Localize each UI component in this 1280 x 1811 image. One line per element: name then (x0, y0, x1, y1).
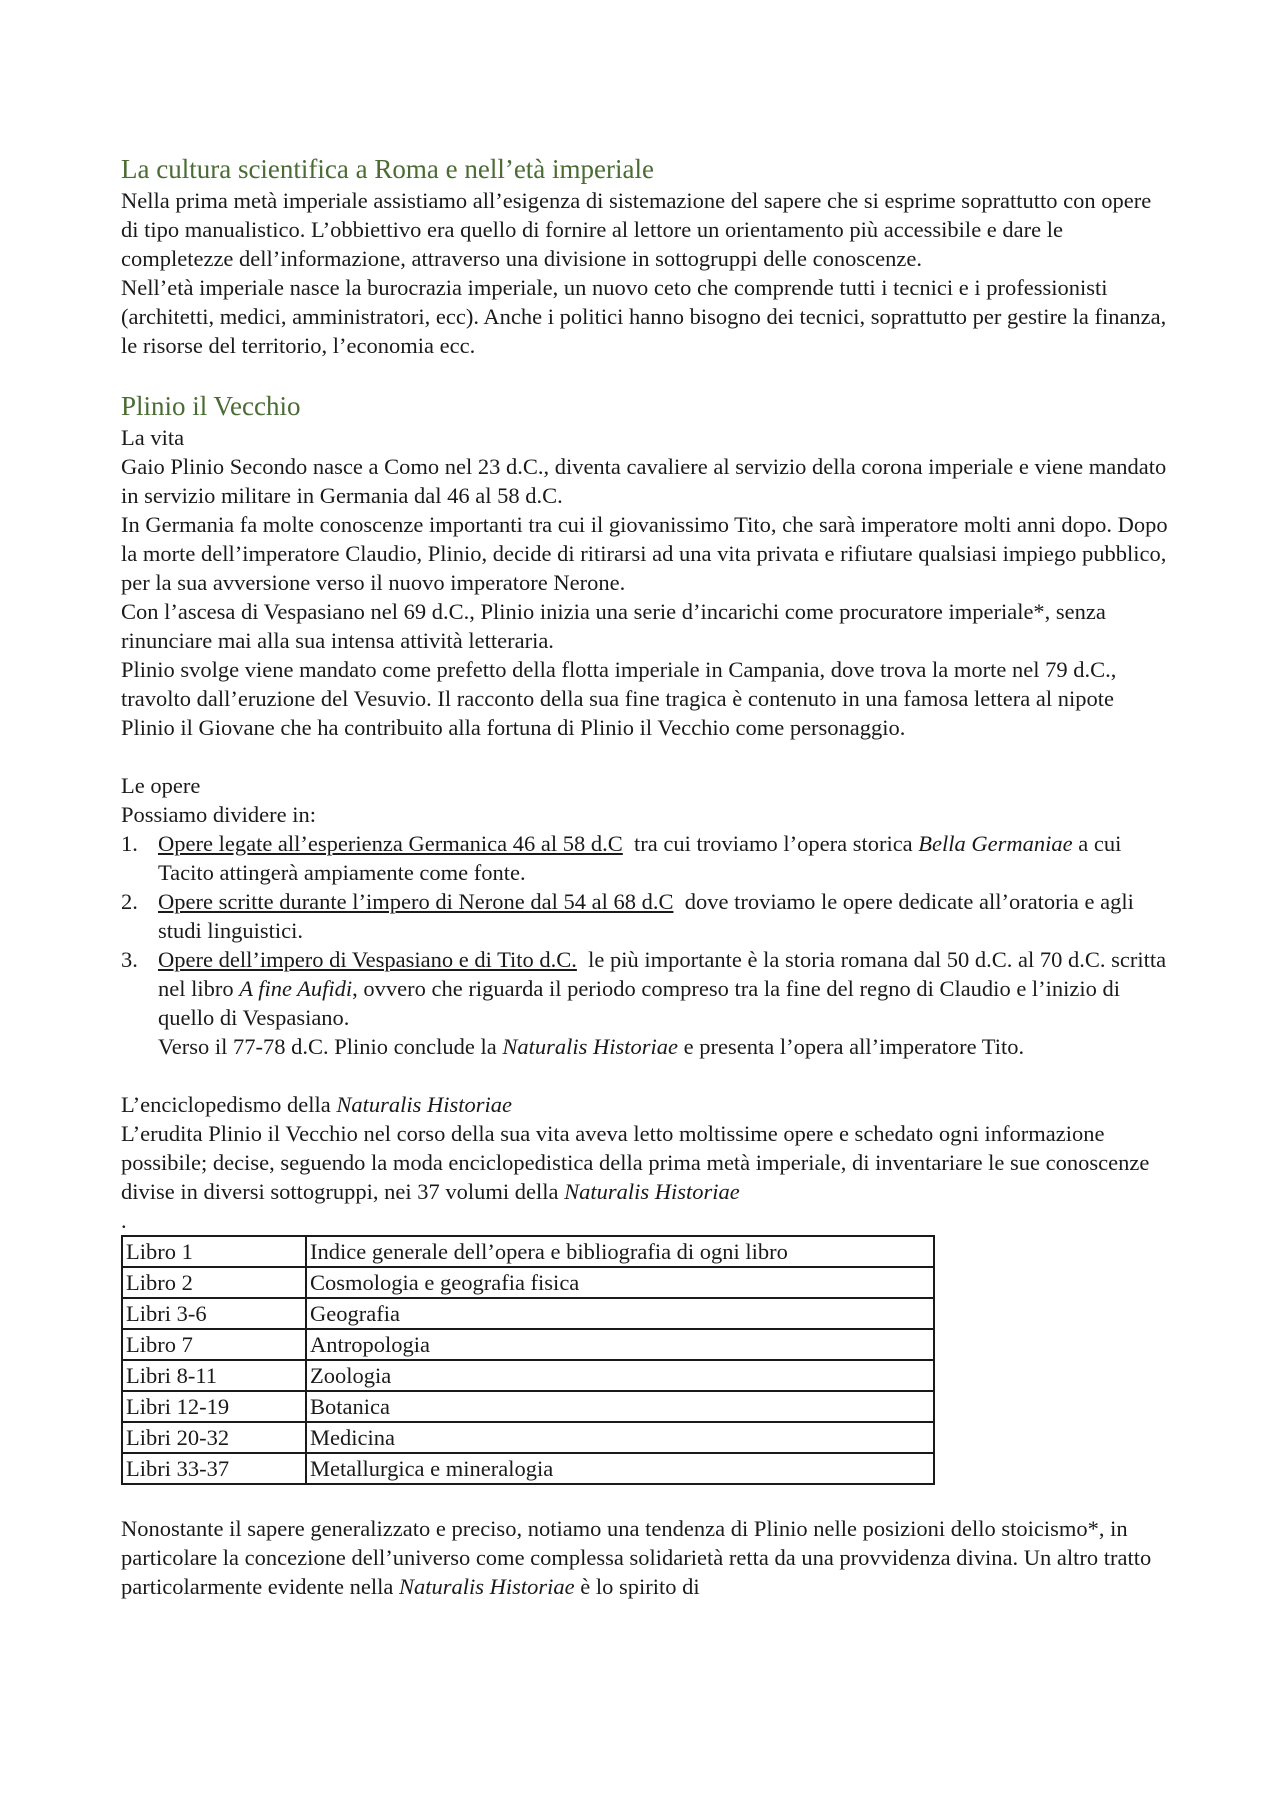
table-row (122, 1391, 934, 1422)
table-row (122, 1236, 934, 1267)
paragraph-italic: Naturalis Historiae (564, 1179, 740, 1204)
table-cell-argomento: Geografia (306, 1298, 934, 1329)
table-cell-argomento: Indice generale dell’opera e bibliografia di ogni libro (306, 1236, 934, 1267)
table-cell-libro: Libri 8-11 (122, 1360, 306, 1391)
list-item-text: , ovvero che riguarda il periodo compreso tra la fine del regno di Claudio e l’inizio di quello di Vespasiano. (158, 976, 1121, 1030)
subheading-vita: La vita (121, 425, 185, 450)
opere-list (121, 829, 1171, 1061)
spacer (121, 742, 1171, 771)
paragraph: Gaio Plinio Secondo nasce a Como nel 23 d.C., diventa cavaliere al servizio della corona imperiale e viene mandato in servizio militare in Germania dal 46 al 58 d.C. (121, 454, 1167, 508)
subheading-opere: Le opere (121, 773, 201, 798)
table-cell-argomento: Botanica (306, 1391, 934, 1422)
paragraph: Con l’ascesa di Vespasiano nel 69 d.C., Plinio inizia una serie d’incarichi come procuratore imperiale*, senza rinunciare mai alla sua intensa attività letteraria. (121, 599, 1106, 653)
list-item (121, 887, 1171, 945)
paragraph-text: Nonostante il sapere generalizzato e preciso, notiamo una tendenza di Plinio nelle posizioni dello stoicismo*, in particolare la concezione dell’universo come complessa solidarietà retta da una provvidenza divina. Un altro tratto particolarmente evidente nella (121, 1516, 1152, 1599)
table-cell-libro: Libro 2 (122, 1267, 306, 1298)
table-cell-argomento: Metallurgica e mineralogia (306, 1453, 934, 1484)
table-cell-argomento: Antropologia (306, 1329, 934, 1360)
paragraph (121, 1119, 1171, 1235)
table-cell-argomento: Cosmologia e geografia fisica (306, 1267, 934, 1298)
paragraph-italic: Naturalis Historiae (399, 1574, 575, 1599)
list-number: 1. (121, 831, 138, 856)
table-row (122, 1422, 934, 1453)
table-cell-argomento: Medicina (306, 1422, 934, 1453)
spacer (121, 360, 1171, 389)
spacer (121, 1485, 1171, 1514)
paragraph-text: L’erudita Plinio il Vecchio nel corso della sua vita aveva letto moltissime opere e schedato ogni informazione possibile; decise, seguendo la moda enciclopedistica della prima metà imperiale, di inventariare le sue conoscenze divise in diversi sottogruppi, nei 37 volumi della (121, 1121, 1150, 1204)
list-item-text: a cui Tacito attingerà ampiamente come fonte. (158, 831, 1122, 885)
list-item (121, 945, 1171, 1061)
list-number: 3. (121, 947, 138, 972)
paragraph: Plinio svolge viene mandato come prefetto della flotta imperiale in Campania, dove trova la morte nel 79 d.C., travolto dall’eruzione del Vesuvio. Il racconto della sua fine tragica è contenuto in una famosa lettera al nipote Plinio il Giovane che ha contribuito alla fortuna di Plinio il Vecchio come personaggio. (121, 657, 1117, 740)
list-item-text: dove troviamo le opere dedicate all’oratoria e agli studi linguistici. (158, 889, 1140, 943)
list-item (121, 829, 1171, 887)
table-cell-libro: Libro 7 (122, 1329, 306, 1360)
table-cell-libro: Libri 12-19 (122, 1391, 306, 1422)
table-cell-libro: Libri 33-37 (122, 1453, 306, 1484)
table-row (122, 1453, 934, 1484)
list-item-underlined: Opere legate all’esperienza Germanica 46 al 58 d.C (158, 831, 623, 856)
list-item-italic: Bella Germaniae (918, 831, 1073, 856)
list-number: 2. (121, 889, 138, 914)
table-cell-argomento: Zoologia (306, 1360, 934, 1391)
table-cell-libro: Libro 1 (122, 1236, 306, 1267)
list-item-text: e presenta l’opera all’imperatore Tito. (678, 1034, 1025, 1059)
list-item-text: le più importante è la storia romana dal 50 d.C. al 70 d.C. scritta nel libro (158, 947, 1172, 1001)
table-row (122, 1329, 934, 1360)
paragraph (121, 1514, 1171, 1601)
spacer (121, 1061, 1171, 1090)
list-item-underlined: Opere dell’impero di Vespasiano e di Tito d.C. (158, 947, 577, 972)
table-row (122, 1267, 934, 1298)
document-page (121, 152, 1171, 1601)
table-cell-libro: Libri 20-32 (122, 1422, 306, 1453)
paragraph: Nella prima metà imperiale assistiamo all’esigenza di sistemazione del sapere che si esprime soprattutto con opere di tipo manualistico. L’obbiettivo era quello di fornire al lettore un orientamento più accessibile e dare le completezze dell’informazione, attraverso una divisione in sottogruppi delle conoscenze. (121, 188, 1152, 271)
paragraph-text: . (121, 1208, 127, 1233)
heading-italic: Naturalis Historiae (336, 1092, 513, 1117)
list-item-italic: Naturalis Historiae (502, 1034, 678, 1059)
paragraph: Possiamo dividere in: (121, 802, 316, 827)
table-cell-libro: Libri 3-6 (122, 1298, 306, 1329)
section-title-cultura: La cultura scientifica a Roma e nell’età imperiale (121, 154, 654, 184)
list-item-text: tra cui troviamo l’opera storica (622, 831, 919, 856)
paragraph-text: è lo spirito di (574, 1574, 700, 1599)
subheading-enciclopedismo (121, 1090, 1171, 1119)
list-item-italic: A fine Aufidi (239, 976, 353, 1001)
section-title-plinio: Plinio il Vecchio (121, 391, 301, 421)
table-row (122, 1298, 934, 1329)
heading-text: L’enciclopedismo della (121, 1092, 337, 1117)
books-table (121, 1235, 935, 1485)
list-item-text: Verso il 77-78 d.C. Plinio conclude la (158, 1034, 503, 1059)
paragraph: In Germania fa molte conoscenze importanti tra cui il giovanissimo Tito, che sarà imperatore molti anni dopo. Dopo la morte dell’imperatore Claudio, Plinio, decide di ritirarsi ad una vita privata e rifiutare qualsiasi impiego pubblico, per la sua avversione verso il nuovo imperatore Nerone. (121, 512, 1168, 595)
table-row (122, 1360, 934, 1391)
books-table-body (122, 1236, 934, 1484)
paragraph: Nell’età imperiale nasce la burocrazia imperiale, un nuovo ceto che comprende tutti i tecnici e i professionisti (architetti, medici, amministratori, ecc). Anche i politici hanno bisogno dei tecnici, soprattutto per gestire la finanza, le risorse del territorio, l’economia ecc. (121, 275, 1167, 358)
list-item-underlined: Opere scritte durante l’impero di Nerone dal 54 al 68 d.C (158, 889, 674, 914)
